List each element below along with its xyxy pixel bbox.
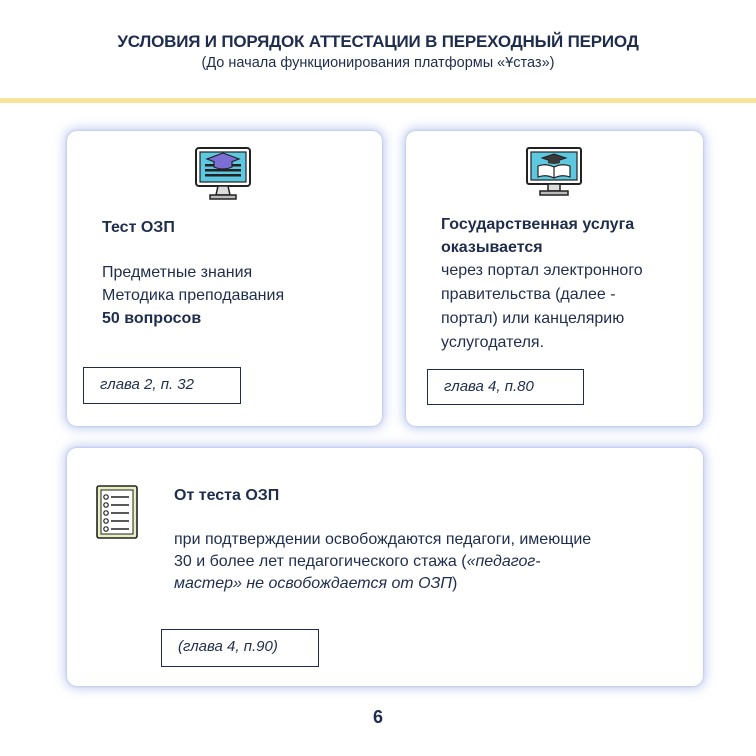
card-heading: Государственная услуга	[441, 216, 635, 233]
card-text-line: услугодателя.	[441, 334, 545, 351]
checklist-document-icon	[95, 484, 139, 540]
card-text-line	[174, 572, 457, 595]
card-text-line: Методика преподавания	[102, 287, 285, 304]
text-segment-italic: мастер» не освобождается от ОЗП	[174, 575, 452, 592]
monitor-graduation-cap-icon	[193, 145, 253, 201]
card-text-line: портал) или канцелярию	[441, 310, 625, 327]
card-text-line: через портал электронного	[441, 262, 643, 279]
card-exemption	[67, 448, 703, 686]
card-government-service	[406, 131, 703, 426]
page-title: УСЛОВИЯ И ПОРЯДОК АТТЕСТАЦИИ В ПЕРЕХОДНЫЙ ПЕРИОД	[117, 32, 639, 51]
monitor-book-icon	[524, 145, 584, 197]
card-text-line: правительства (далее -	[441, 286, 616, 303]
accent-divider	[0, 98, 756, 103]
card-text-line: Предметные знания	[102, 264, 253, 281]
card-heading: От теста ОЗП	[174, 487, 280, 504]
page-subtitle: (До начала функционирования платформы «Ұстаз»)	[201, 55, 555, 71]
question-count: 50 вопросов	[102, 310, 202, 327]
page-number: 6	[372, 707, 383, 727]
reference-box: глава 4, п.80	[427, 369, 584, 405]
card-heading: оказывается	[441, 239, 543, 256]
text-segment: 30 и более лет педагогического стажа (	[174, 553, 467, 570]
reference-box: (глава 4, п.90)	[161, 629, 319, 667]
text-segment-italic: «педагог-	[466, 553, 541, 570]
card-heading: Тест ОЗП	[102, 219, 175, 236]
text-segment: )	[451, 575, 458, 592]
card-text-line	[174, 550, 541, 573]
card-text-line: при подтверждении освобождаются педагоги, имеющие	[174, 531, 592, 548]
card-test-ozp	[67, 131, 382, 426]
reference-box: глава 2, п. 32	[83, 367, 241, 404]
